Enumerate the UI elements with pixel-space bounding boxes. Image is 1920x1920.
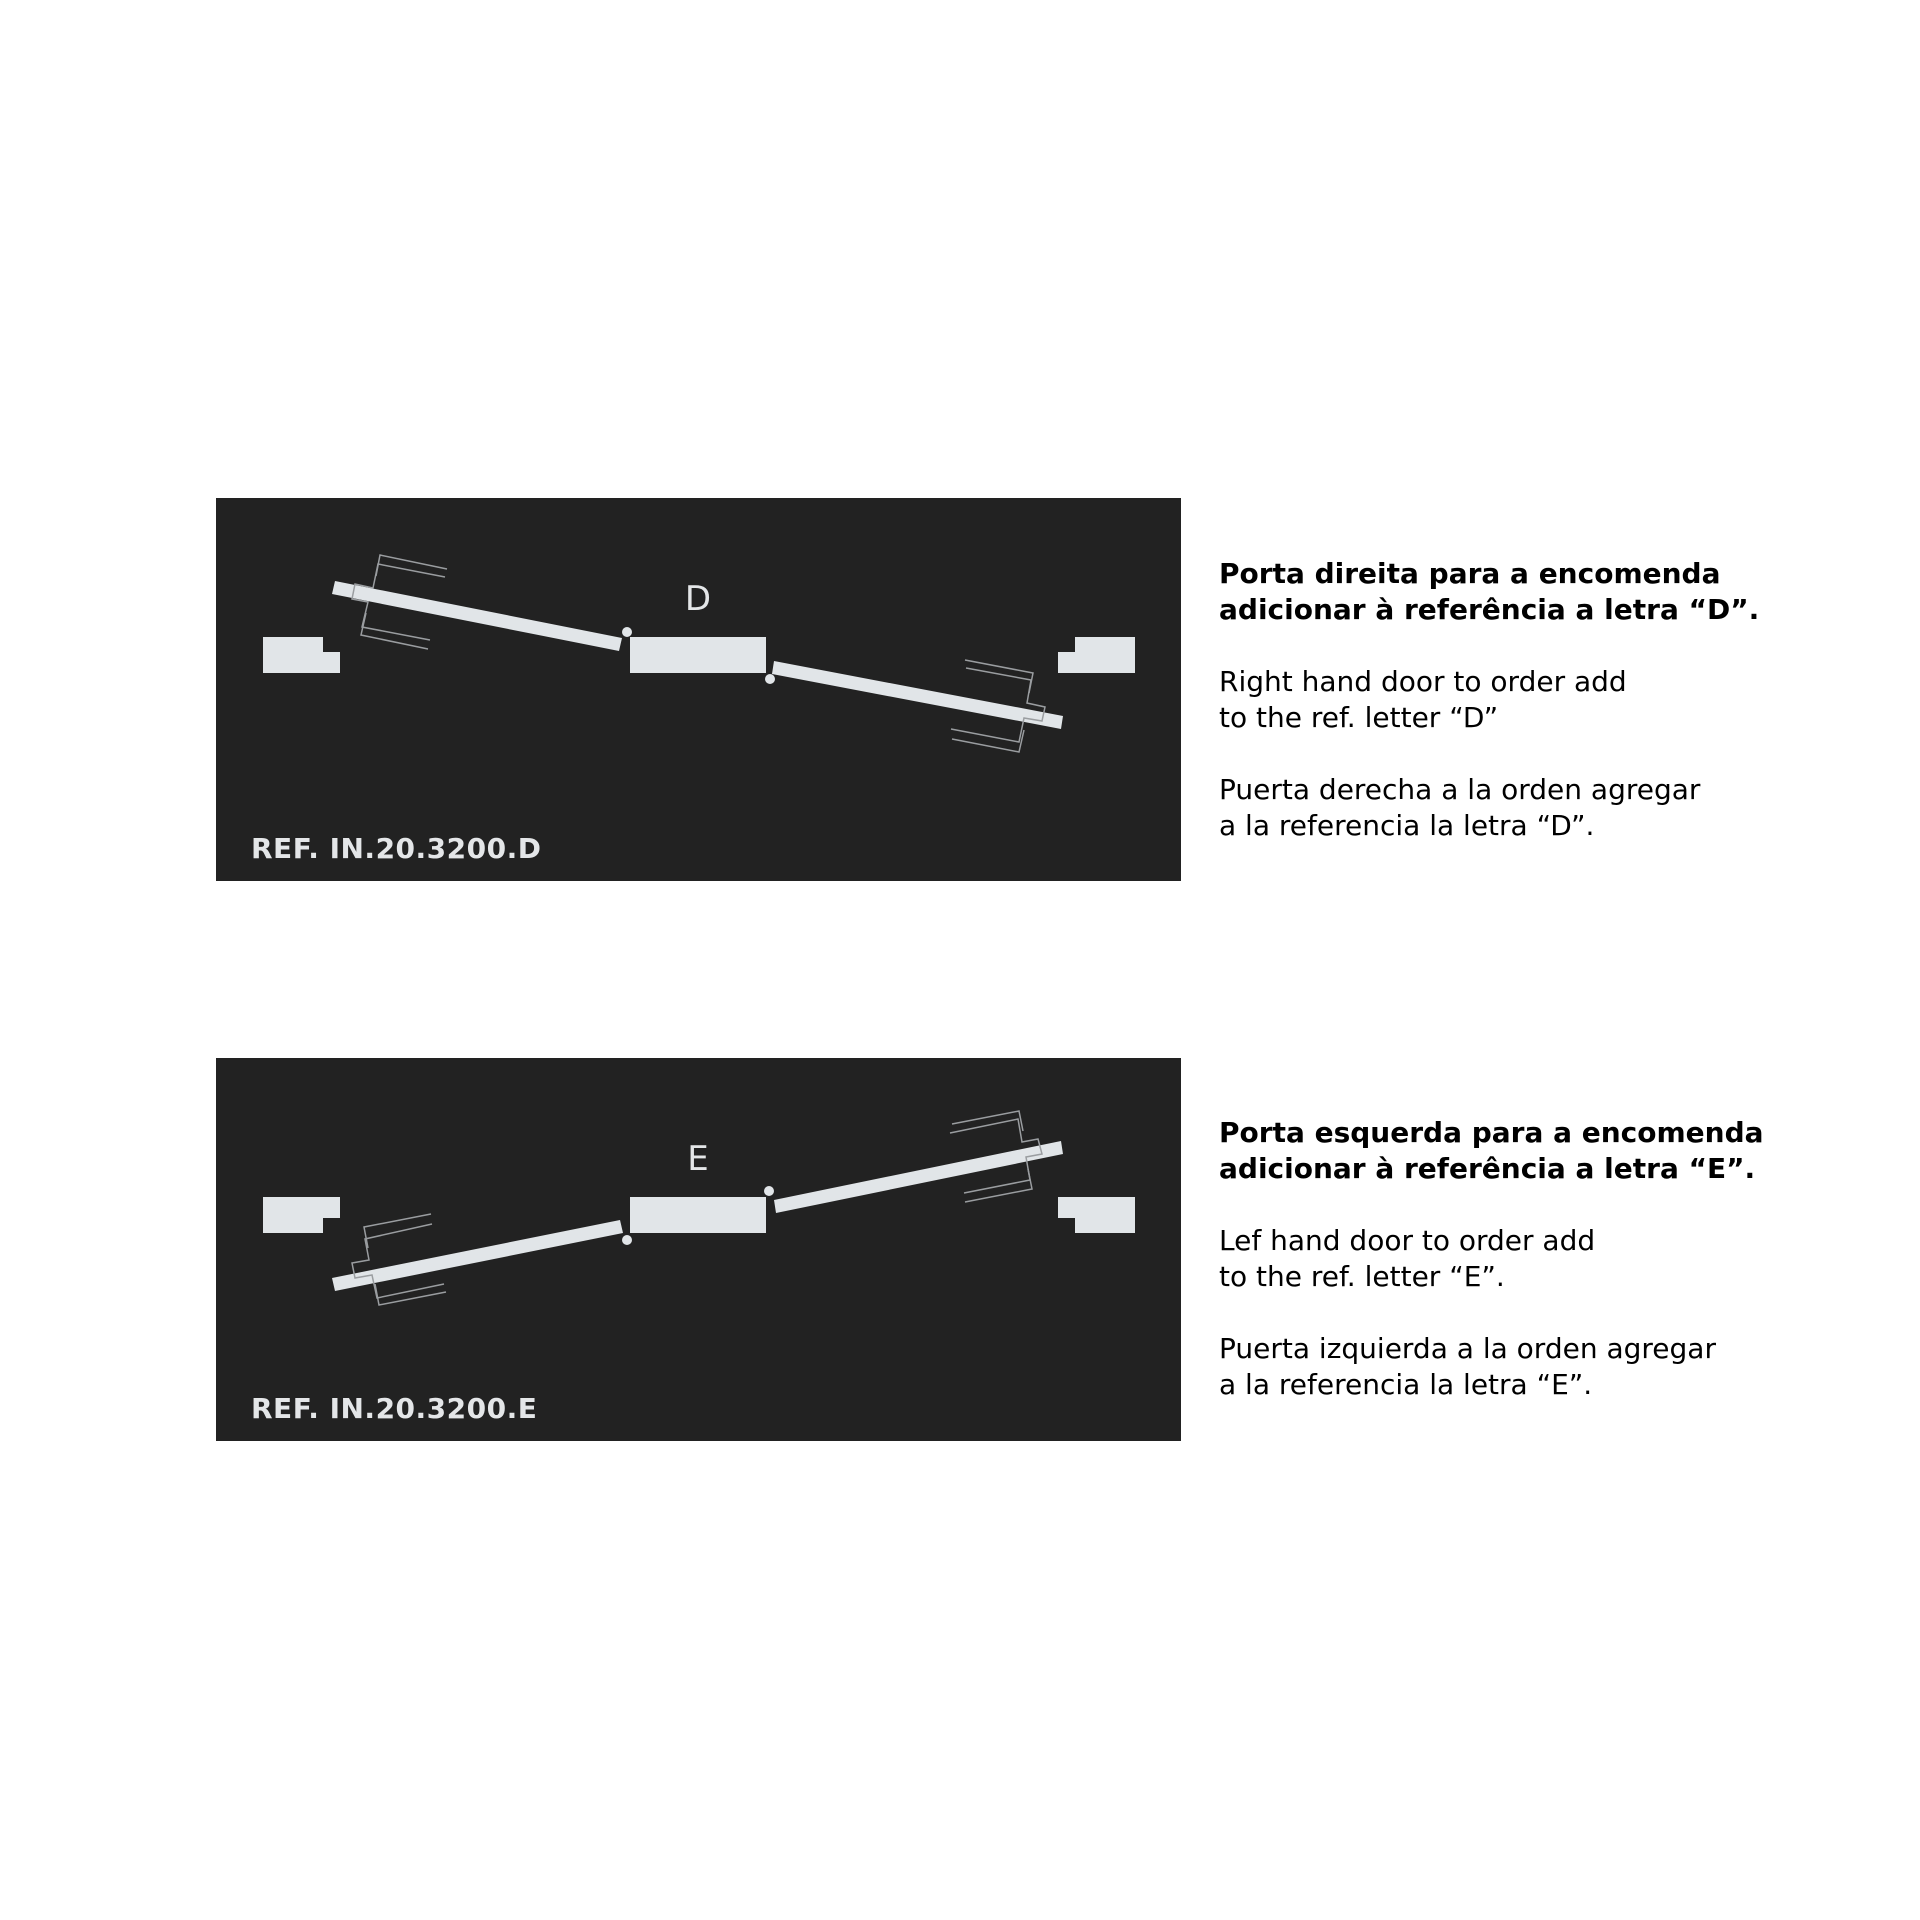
left-jamb	[263, 637, 340, 673]
description-es-e	[1219, 1331, 1859, 1403]
door-plan-d	[216, 498, 1181, 881]
door-letter-d: D	[684, 579, 712, 619]
text-line: a la referencia la letra “E”.	[1219, 1368, 1593, 1401]
text-line: adicionar à referência a letra “D”.	[1219, 593, 1760, 626]
text-line: to the ref. letter “D”	[1219, 701, 1499, 734]
text-line: Puerta derecha a la orden agregar	[1219, 773, 1701, 806]
text-line: Puerta izquierda a la orden agregar	[1219, 1332, 1716, 1365]
left-door-leaf	[332, 1220, 623, 1291]
text-line: Lef hand door to order add	[1219, 1224, 1596, 1257]
description-pt-e	[1219, 1115, 1859, 1187]
center-panel	[630, 1197, 766, 1233]
right-door-leaf	[772, 661, 1063, 729]
right-hinge	[765, 674, 775, 684]
left-jamb	[263, 1197, 340, 1233]
reference-code-e: REF. IN.20.3200.E	[251, 1392, 538, 1425]
description-pt-d	[1219, 556, 1859, 628]
text-line: adicionar à referência a letra “E”.	[1219, 1152, 1756, 1185]
door-diagram-e	[216, 1058, 1181, 1441]
text-line: a la referencia la letra “D”.	[1219, 809, 1595, 842]
text-line: Porta direita para a encomenda	[1219, 557, 1721, 590]
right-jamb	[1058, 1197, 1135, 1233]
right-hinge	[764, 1186, 774, 1196]
text-line: to the ref. letter “E”.	[1219, 1260, 1505, 1293]
reference-code-d: REF. IN.20.3200.D	[251, 832, 542, 865]
door-letter-e: E	[687, 1139, 709, 1179]
description-e	[1219, 1115, 1859, 1439]
left-door-leaf	[332, 581, 622, 651]
text-line: Porta esquerda para a encomenda	[1219, 1116, 1764, 1149]
description-en-d	[1219, 664, 1859, 736]
right-jamb	[1058, 637, 1135, 673]
center-panel	[630, 637, 766, 673]
description-en-e	[1219, 1223, 1859, 1295]
left-hinge	[622, 1235, 632, 1245]
description-d	[1219, 556, 1859, 880]
right-door-leaf	[774, 1141, 1063, 1213]
door-plan-e	[216, 1058, 1181, 1441]
description-es-d	[1219, 772, 1859, 844]
left-hinge	[622, 627, 632, 637]
text-line: Right hand door to order add	[1219, 665, 1627, 698]
door-diagram-d	[216, 498, 1181, 881]
